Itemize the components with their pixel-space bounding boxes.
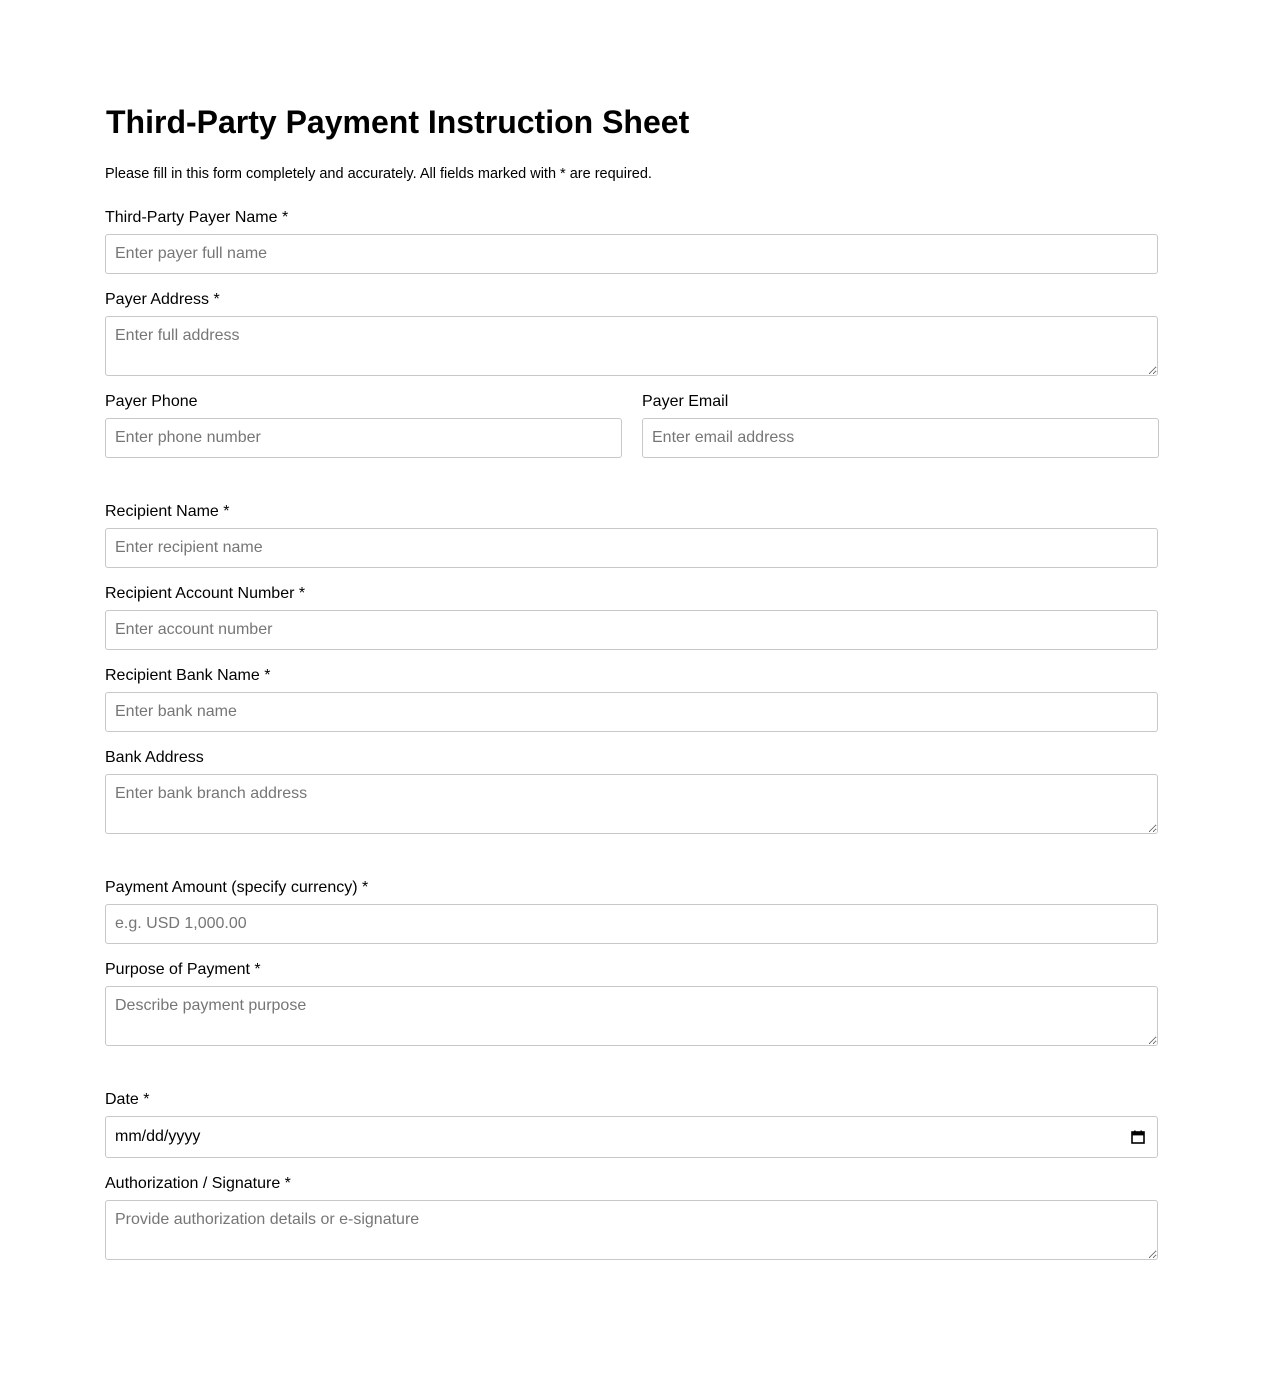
recipient-name-label: Recipient Name * <box>105 503 230 520</box>
date-label: Date * <box>105 1091 150 1108</box>
payer-address-textarea[interactable] <box>105 316 1158 376</box>
recipient-bank-label: Recipient Bank Name * <box>105 667 271 684</box>
payer-email-label: Payer Email <box>642 393 729 410</box>
form-intro: Please fill in this form completely and accurately. All fields marked with * are required. <box>105 166 652 182</box>
date-value[interactable]: mm/dd/yyyy <box>115 1128 201 1145</box>
calendar-icon[interactable] <box>1131 1130 1145 1144</box>
bank-address-textarea[interactable] <box>105 774 1158 834</box>
recipient-account-label: Recipient Account Number * <box>105 585 306 602</box>
payer-phone-label: Payer Phone <box>105 393 198 410</box>
payer-email-input[interactable] <box>642 418 1159 458</box>
date-input[interactable] <box>105 1116 1158 1158</box>
payment-purpose-textarea[interactable] <box>105 986 1158 1046</box>
bank-address-label: Bank Address <box>105 749 204 766</box>
payer-phone-input[interactable] <box>105 418 622 458</box>
authorization-textarea[interactable] <box>105 1200 1158 1260</box>
recipient-name-input[interactable] <box>105 528 1158 568</box>
payer-name-label: Third-Party Payer Name * <box>105 209 289 226</box>
page-title: Third-Party Payment Instruction Sheet <box>106 104 690 140</box>
payer-address-label: Payer Address * <box>105 291 220 308</box>
payment-purpose-label: Purpose of Payment * <box>105 961 261 978</box>
recipient-account-input[interactable] <box>105 610 1158 650</box>
payment-amount-input[interactable] <box>105 904 1158 944</box>
recipient-bank-input[interactable] <box>105 692 1158 732</box>
authorization-label: Authorization / Signature * <box>105 1175 291 1192</box>
payer-name-input[interactable] <box>105 234 1158 274</box>
payment-amount-label: Payment Amount (specify currency) * <box>105 879 369 896</box>
